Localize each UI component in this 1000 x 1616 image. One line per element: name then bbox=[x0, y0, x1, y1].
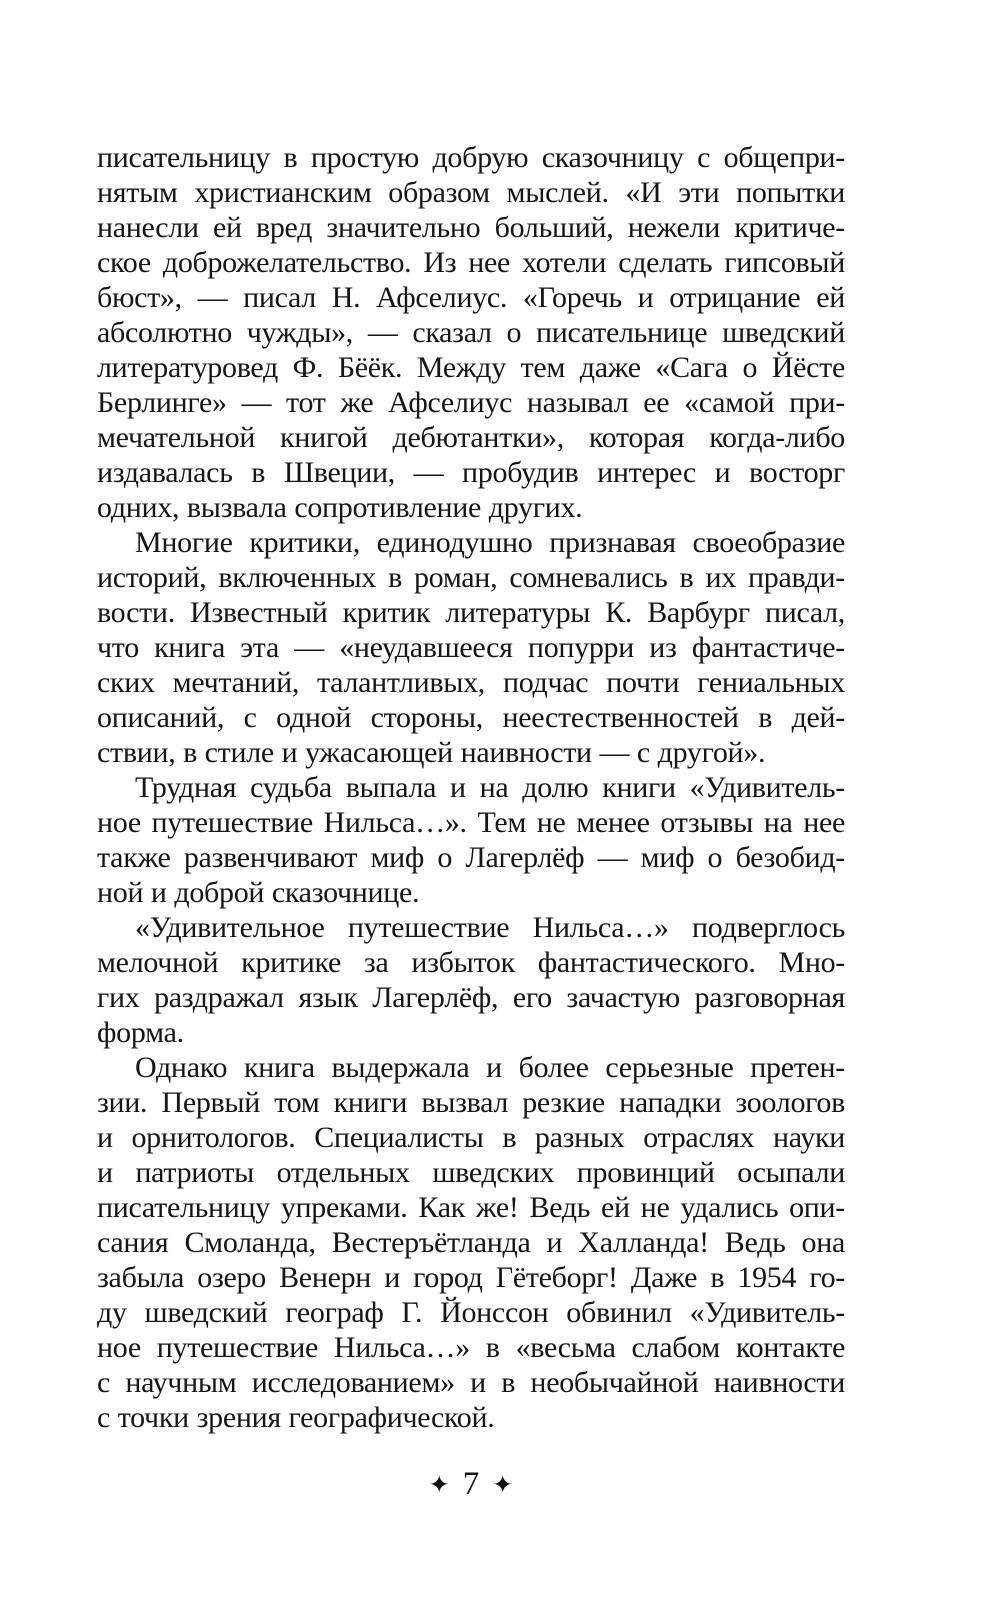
text-line: вости. Известный критик литературы К. Варбург писал, bbox=[97, 596, 845, 629]
text-line: издавалась в Швеции, — пробудив интерес и восторг bbox=[97, 456, 845, 489]
text-line: ских мечтаний, талантливых, подчас почти гениальных bbox=[97, 666, 845, 699]
page-number: 7 bbox=[462, 1466, 480, 1502]
page-footer bbox=[97, 1466, 845, 1502]
text-line: литературовед Ф. Бёёк. Между тем даже «Сага о Йёсте bbox=[97, 351, 845, 384]
diamond-ornament-right-icon: ✦ bbox=[492, 1471, 514, 1499]
text-line: ное путешествие Нильса…» в «весьма слабом контакте bbox=[97, 1331, 845, 1364]
text-line: мечательной книгой дебютантки», которая когда-либо bbox=[97, 421, 845, 454]
text-line: нятым христианским образом мыслей. «И эти попытки bbox=[97, 176, 845, 209]
text-line: гих раздражал язык Лагерлёф, его зачастую разговорная bbox=[97, 981, 845, 1014]
text-line: и патриоты отдельных шведских провинций осыпали bbox=[97, 1156, 845, 1189]
text-line: зии. Первый том книги вызвал резкие нападки зоологов bbox=[97, 1086, 845, 1119]
body-text bbox=[97, 140, 845, 1435]
text-line: нанесли ей вред значительно больший, нежели критиче- bbox=[97, 211, 845, 244]
text-line: форма. bbox=[97, 1016, 184, 1049]
text-line: «Удивительное путешествие Нильса…» подверглось bbox=[135, 911, 845, 944]
text-line: писательницу упреками. Как же! Ведь ей не удались опи- bbox=[97, 1191, 845, 1224]
text-line: одних, вызвала сопротивление других. bbox=[97, 491, 583, 524]
text-line: бюст», — писал Н. Афселиус. «Горечь и отрицание ей bbox=[97, 281, 845, 314]
text-line: описаний, с одной стороны, неестественностей в дей- bbox=[97, 701, 845, 734]
text-line: сания Смоланда, Вестеръётланда и Халланда! Ведь она bbox=[97, 1226, 845, 1259]
diamond-ornament-left-icon: ✦ bbox=[428, 1471, 450, 1499]
text-line: забыла озеро Венерн и город Гётеборг! Даже в 1954 го- bbox=[97, 1261, 845, 1294]
text-line: Однако книга выдержала и более серьезные претен- bbox=[135, 1051, 845, 1084]
text-line: ствии, в стиле и ужасающей наивности — с другой». bbox=[97, 736, 766, 769]
text-line: писательницу в простую добрую сказочницу с общепри- bbox=[97, 141, 845, 174]
text-line: ское доброжелательство. Из нее хотели сделать гипсовый bbox=[97, 246, 845, 279]
text-line: Берлинге» — тот же Афселиус называл ее «самой при- bbox=[97, 386, 845, 419]
text-line: с научным исследованием» и в необычайной наивности bbox=[97, 1366, 845, 1399]
text-line: историй, включенных в роман, сомневались в их правди- bbox=[97, 561, 845, 594]
text-line: абсолютно чужды», — сказал о писательнице шведский bbox=[97, 316, 845, 349]
text-line: ной и доброй сказочнице. bbox=[97, 876, 420, 909]
text-line: с точки зрения географической. bbox=[97, 1401, 495, 1434]
text-line: ное путешествие Нильса…». Тем не менее отзывы на нее bbox=[97, 806, 845, 839]
text-line: что книга эта — «неудавшееся попурри из фантастиче- bbox=[97, 631, 845, 664]
text-line: также развенчивают миф о Лагерлёф — миф о безобид- bbox=[97, 841, 845, 874]
text-line: Многие критики, единодушно признавая своеобразие bbox=[135, 526, 845, 559]
text-line: мелочной критике за избыток фантастического. Мно- bbox=[97, 946, 845, 979]
text-line: ду шведский географ Г. Йонссон обвинил «Удивитель- bbox=[97, 1296, 845, 1329]
text-line: Трудная судьба выпала и на долю книги «Удивитель- bbox=[135, 771, 845, 804]
text-line: и орнитологов. Специалисты в разных отраслях науки bbox=[97, 1121, 845, 1154]
